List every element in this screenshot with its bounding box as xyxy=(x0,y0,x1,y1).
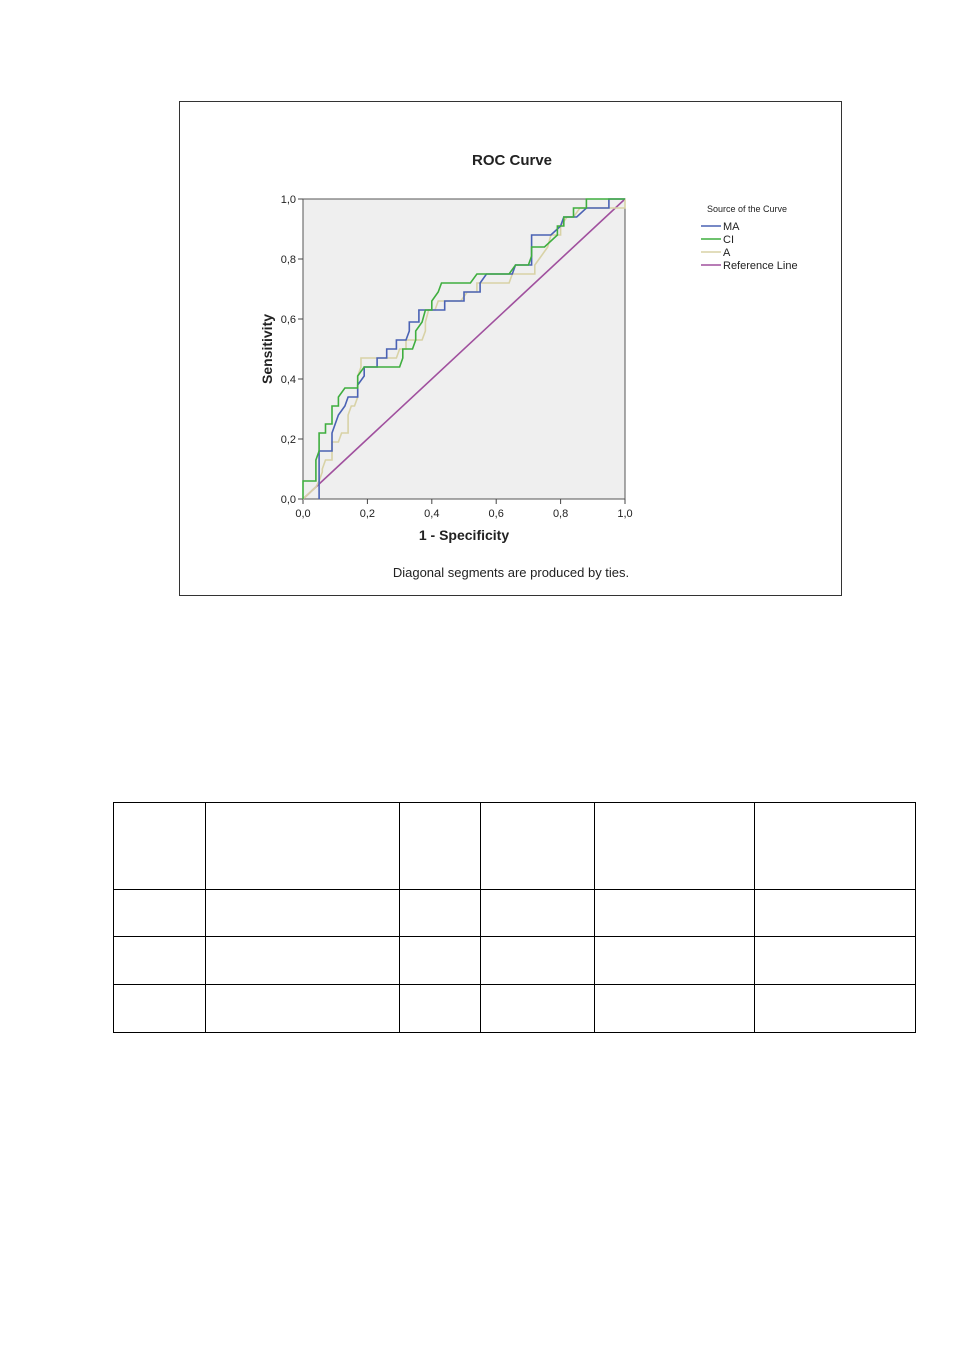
table-cell xyxy=(595,890,755,937)
roc-chart xyxy=(180,102,841,595)
table-cell xyxy=(595,985,755,1033)
x-tick-label: 0,8 xyxy=(552,508,569,520)
legend-entry: A xyxy=(723,247,731,259)
chart-legend xyxy=(701,204,798,272)
table-cell xyxy=(595,803,755,890)
table-row xyxy=(114,985,916,1033)
table-cell xyxy=(755,803,916,890)
legend-title: Source of the Curve xyxy=(707,204,788,214)
y-axis-label: Sensitivity xyxy=(259,313,275,385)
table-cell xyxy=(114,803,206,890)
y-tick-label: 0,8 xyxy=(280,254,296,266)
table-row xyxy=(114,890,916,937)
y-tick-label: 0,2 xyxy=(280,434,296,446)
table-cell xyxy=(400,985,481,1033)
table-cell xyxy=(481,937,595,985)
table-row xyxy=(114,803,916,890)
table-cell xyxy=(595,937,755,985)
table-cell xyxy=(755,985,916,1033)
chart-title: ROC Curve xyxy=(471,152,553,169)
table-cell xyxy=(400,937,481,985)
y-tick-label: 0,0 xyxy=(280,494,296,506)
table-cell xyxy=(206,985,400,1033)
table-cell xyxy=(481,890,595,937)
y-tick-label: 0,4 xyxy=(280,374,296,386)
table-cell xyxy=(755,890,916,937)
table-cell xyxy=(481,985,595,1033)
legend-entry: Reference Line xyxy=(723,260,798,272)
x-tick-label: 0,0 xyxy=(295,508,311,520)
table-cell xyxy=(206,937,400,985)
table-cell xyxy=(400,890,481,937)
table-cell xyxy=(114,890,206,937)
table-cell xyxy=(206,803,400,890)
table-cell xyxy=(206,890,400,937)
x-tick-label: 0,2 xyxy=(359,508,376,520)
chart-footnote: Diagonal segments are produced by ties. xyxy=(392,565,630,580)
legend-entry: CI xyxy=(723,234,734,246)
y-tick-label: 1,0 xyxy=(280,194,296,206)
x-axis-label: 1 - Specificity xyxy=(418,527,510,543)
x-tick-label: 0,4 xyxy=(424,508,440,520)
table-row xyxy=(114,937,916,985)
data-table xyxy=(113,802,916,1033)
table-cell xyxy=(755,937,916,985)
table-cell xyxy=(400,803,481,890)
roc-chart-panel xyxy=(179,101,842,596)
x-tick-label: 1,0 xyxy=(617,508,633,520)
y-tick-label: 0,6 xyxy=(280,314,296,326)
table-cell xyxy=(481,803,595,890)
table-cell xyxy=(114,937,206,985)
x-tick-label: 0,6 xyxy=(488,508,504,520)
table-cell xyxy=(114,985,206,1033)
legend-entry: MA xyxy=(723,221,740,233)
